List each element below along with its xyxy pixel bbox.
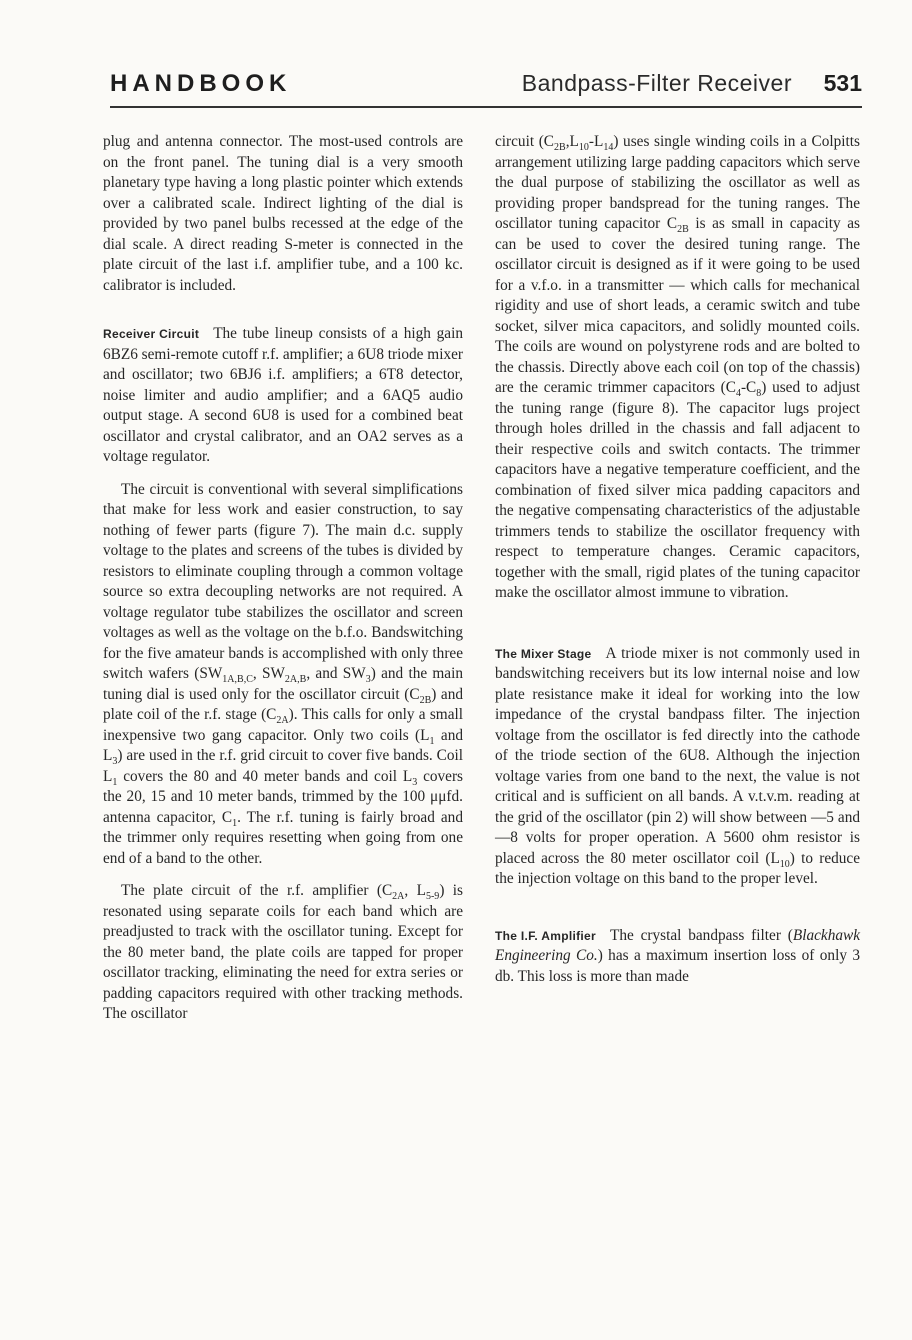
chapter-title: Bandpass-Filter Receiver bbox=[521, 70, 792, 96]
left-column bbox=[103, 132, 463, 1025]
paragraph: The I.F. Amplifier The crystal bandpass filter (Blackhawk Engineering Co.) has a maximum insertion loss of only 3 db. This loss is more than made bbox=[495, 926, 860, 985]
page-number: 531 bbox=[823, 70, 862, 96]
paragraph: The Mixer Stage A triode mixer is not commonly used in bandswitching receivers but its low internal noise and low plate resistance make it ideal for working into the low impedance of the crystal bandpass filter. The injection voltage from the oscillator is fed directly into the cathode of the triode section of the 6U8. Although the injection voltage varies from one band to the next, the value is not critical and is sufficient on all bands. A v.t.v.m. reading at the grid of the oscillator (pin 2) will show between —5 and —8 volts for proper operation. A 5600 ohm resistor is placed across the 80 meter oscillator coil $(L_{10})$ to reduce the injection voltage on this band to the proper level. bbox=[495, 644, 860, 887]
section-heading-mixer-stage: The Mixer Stage bbox=[495, 646, 592, 661]
paragraph: The circuit is conventional with several simplifications that make for less work and easier construction, to say nothing of fewer parts (figure 7). The main d.c. supply voltage to the plates and screens of the tubes is divided by resistors to eliminate coupling through a common voltage source so extra decoupling networks are not required. A voltage regulator tube stabilizes the oscillator and screen voltages as well as the voltage on the b.f.o. Bandswitching for the five amateur bands is accomplished with only three switch wafers ($SW_{1A,B,C}$, $SW_{2A,B}$, and $SW_3$) and the main tuning dial is used only for the oscillator circuit $(C_{2B})$ and plate coil of the r.f. stage $(C_{2A})$. This calls for only a small inexpensive two gang capacitor. Only two coils ($L_1$ and $L_3$) are used in the r.f. grid circuit to cover five bands. Coil $L_1$ covers the 80 and 40 meter bands and coil $L_3$ covers the 20, 15 and 10 meter bands, trimmed by the 100 μμfd. antenna capacitor, $C_1$. The r.f. tuning is fairly broad and the trimmer only requires resetting when going from one end of a band to the other. bbox=[103, 480, 463, 867]
handbook-label: HANDBOOK bbox=[110, 70, 292, 97]
running-header bbox=[110, 70, 862, 106]
paragraph: Receiver Circuit The tube lineup consists of a high gain 6BZ6 semi-remote cutoff r.f. amplifier; a 6U8 triode mixer and oscillator; two 6BJ6 i.f. amplifiers; a 6T8 detector, noise limiter and audio amplifier; and a 6AQ5 audio output stage. A second 6U8 is used for a combined beat oscillator and crystal calibrator, and an OA2 serves as a voltage regulator. bbox=[103, 325, 463, 465]
paragraph: The plate circuit of the r.f. amplifier ($C_{2A}$, $L_{5-9}$) is resonated using separate coils for each band which are preadjusted to track with the oscillator tuning. Except for the 80 meter band, the plate coils are tapped for proper oscillator tracking, eliminating the need for extra series or padding capacitors required with other tracking methods. The oscillator bbox=[103, 882, 464, 1022]
paragraph: circuit $(C_{2B},L_{10}-L_{14})$ uses single winding coils in a Colpitts arrangement utilizing large padding capacitors which serve the dual purpose of stabilizing the oscillator as well as providing proper bandspread for the tuning ranges. The oscillator tuning capacitor $C_{2B}$ is as small in capacity as can be used to cover the desired tuning range. The oscillator circuit is designed as if it were going to be used for a v.f.o. in a transmitter — which calls for mechanical rigidity and use of short leads, a ceramic switch and tube socket, silver mica capacitors, and solidly mounted coils. The coils are wound on polystyrene rods and are bolted to the chassis. Directly above each coil (on top of the chassis) are the ceramic trimmer capacitors $(C_4-C_8)$ used to adjust the tuning range (figure 8). The capacitor lugs project through holes drilled in the chassis and fall adjacent to their respective coils and switch contacts. The trimmer capacitors have a negative temperature coefficient, and the combination of fixed silver mica padding capacitors and the negative compensating characteristics of the adjustable trimmers tends to stabilize the oscillator frequency with respect to temperature changes. Ceramic capacitors, together with the small, rigid plates of the tuning capacitor make the oscillator almost immune to vibration. bbox=[495, 133, 860, 601]
right-column bbox=[495, 132, 860, 987]
section-heading-if-amplifier: The I.F. Amplifier bbox=[495, 928, 596, 943]
header-rule bbox=[110, 106, 862, 108]
section-heading-receiver-circuit: Receiver Circuit bbox=[103, 327, 200, 341]
paragraph: plug and antenna connector. The most-used controls are on the front panel. The tuning dial is a very smooth planetary type having a long plastic pointer which extends over a calibrated scale. Indirect lighting of the dial is provided by two panel bulbs recessed at the edge of the dial scale. A direct reading S-meter is connected in the plate circuit of the last i.f. amplifier tube, and a 100 kc. calibrator is included. bbox=[103, 133, 463, 294]
